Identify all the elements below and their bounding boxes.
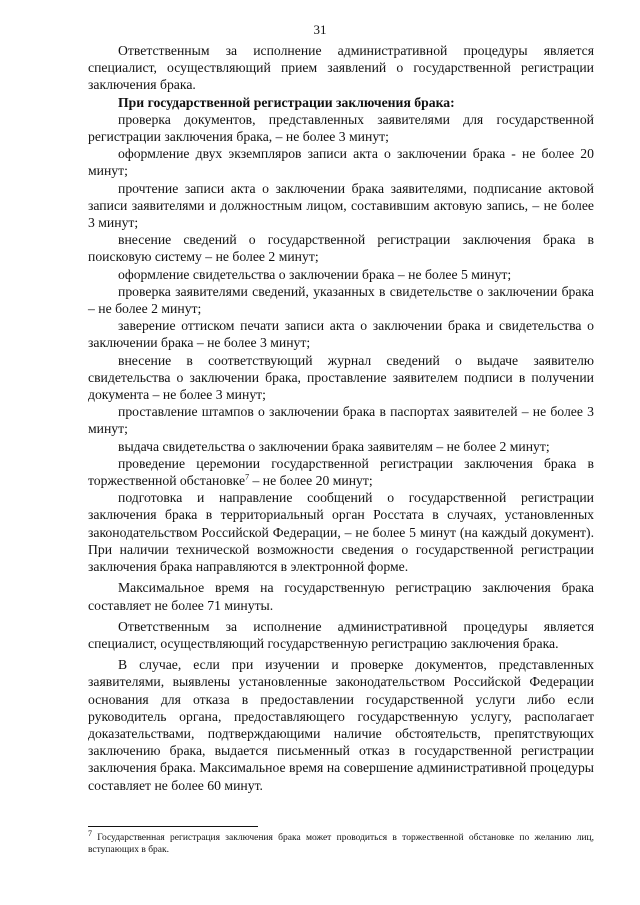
footnote-ref: 7: [245, 472, 250, 482]
list-item: проверка заявителями сведений, указанных в свидетельстве о заключении брака – не более 2 минут;: [88, 283, 594, 317]
list-item: внесение сведений о государственной регистрации заключения брака в поисковую систему – не более 2 минут;: [88, 232, 594, 265]
list-item: проставление штампов о заключении брака в паспортах заявителей – не более 3 минут;: [88, 404, 594, 437]
paragraph-refusal: В случае, если при изучении и проверке документов, представленных заявителями, выявлены установленные законодательством Российской Федерации основания для отказа в предоставлении государственной услуги либо если руководитель органа, предоставляющего государственную услугу, располагает доказательствами, подтверждающими наличие обстоятельств, препятствующих заключению брака, выдается письменный отказ в государственной регистрации заключения брака. Максимальное время на совершение административной процедуры составляет не более 60 минут.: [88, 657, 594, 793]
list-item: подготовка и направление сообщений о государственной регистрации заключения брака в территориальный орган Росстата в случаях, установленных законодательством Российской Федерации, – не более 5 минут (на каждый документ). При наличии технической возможности сведения о государственной регистрации заключения брака направляются в электронной форме.: [88, 490, 594, 575]
section-heading: При государственной регистрации заключения брака:: [118, 94, 455, 110]
footnote: [88, 828, 594, 856]
footnote-text: Государственная регистрация заключения брака может проводиться в торжественной обстановке по желанию лиц, вступающих в брак.: [88, 833, 594, 855]
footnote-divider: [88, 826, 258, 827]
list-item: оформление двух экземпляров записи акта о заключении брака - не более 20 минут;: [88, 146, 594, 179]
paragraph-responsible-registration: Ответственным за исполнение административной процедуры является специалист, осуществляющий государственную регистрацию заключения брака.: [88, 618, 594, 651]
list-item: проверка документов, представленных заявителями для государственной регистрации заключения брака, – не более 3 минут;: [88, 111, 594, 145]
list-item: выдача свидетельства о заключении брака заявителям – не более 2 минут;: [118, 438, 550, 454]
list-item: прочтение записи акта о заключении брака заявителями, подписание актовой записи заявителями и должностным лицом, составившим актовую запись, – не более 3 минут;: [88, 180, 594, 231]
list-item: заверение оттиском печати записи акта о заключении брака и свидетельства о заключении брака – не более 3 минут;: [88, 318, 594, 351]
paragraph-responsible-acceptance: Ответственным за исполнение административной процедуры является специалист, осуществляющий прием заявлений о государственной регистрации заключения брака.: [88, 43, 594, 93]
footnote-mark: 7: [88, 828, 92, 838]
paragraph-max-time: Максимальное время на государственную регистрацию заключения брака составляет не более 71 минуты.: [88, 580, 594, 613]
page-number: 31: [313, 22, 327, 37]
list-item-ceremony: [88, 455, 594, 489]
ceremony-text: проведение церемонии государственной регистрации заключения брака в торжественной обстановке: [88, 455, 594, 489]
page-body: [88, 42, 594, 794]
list-item: оформление свидетельства о заключении брака – не более 5 минут;: [118, 266, 512, 282]
list-item: внесение в соответствующий журнал сведений о выдаче заявителю свидетельства о заключении брака, проставление заявителем подписи в получении документа – не более 3 минут;: [88, 352, 594, 403]
ceremony-tail: – не более 20 минут;: [249, 473, 373, 489]
